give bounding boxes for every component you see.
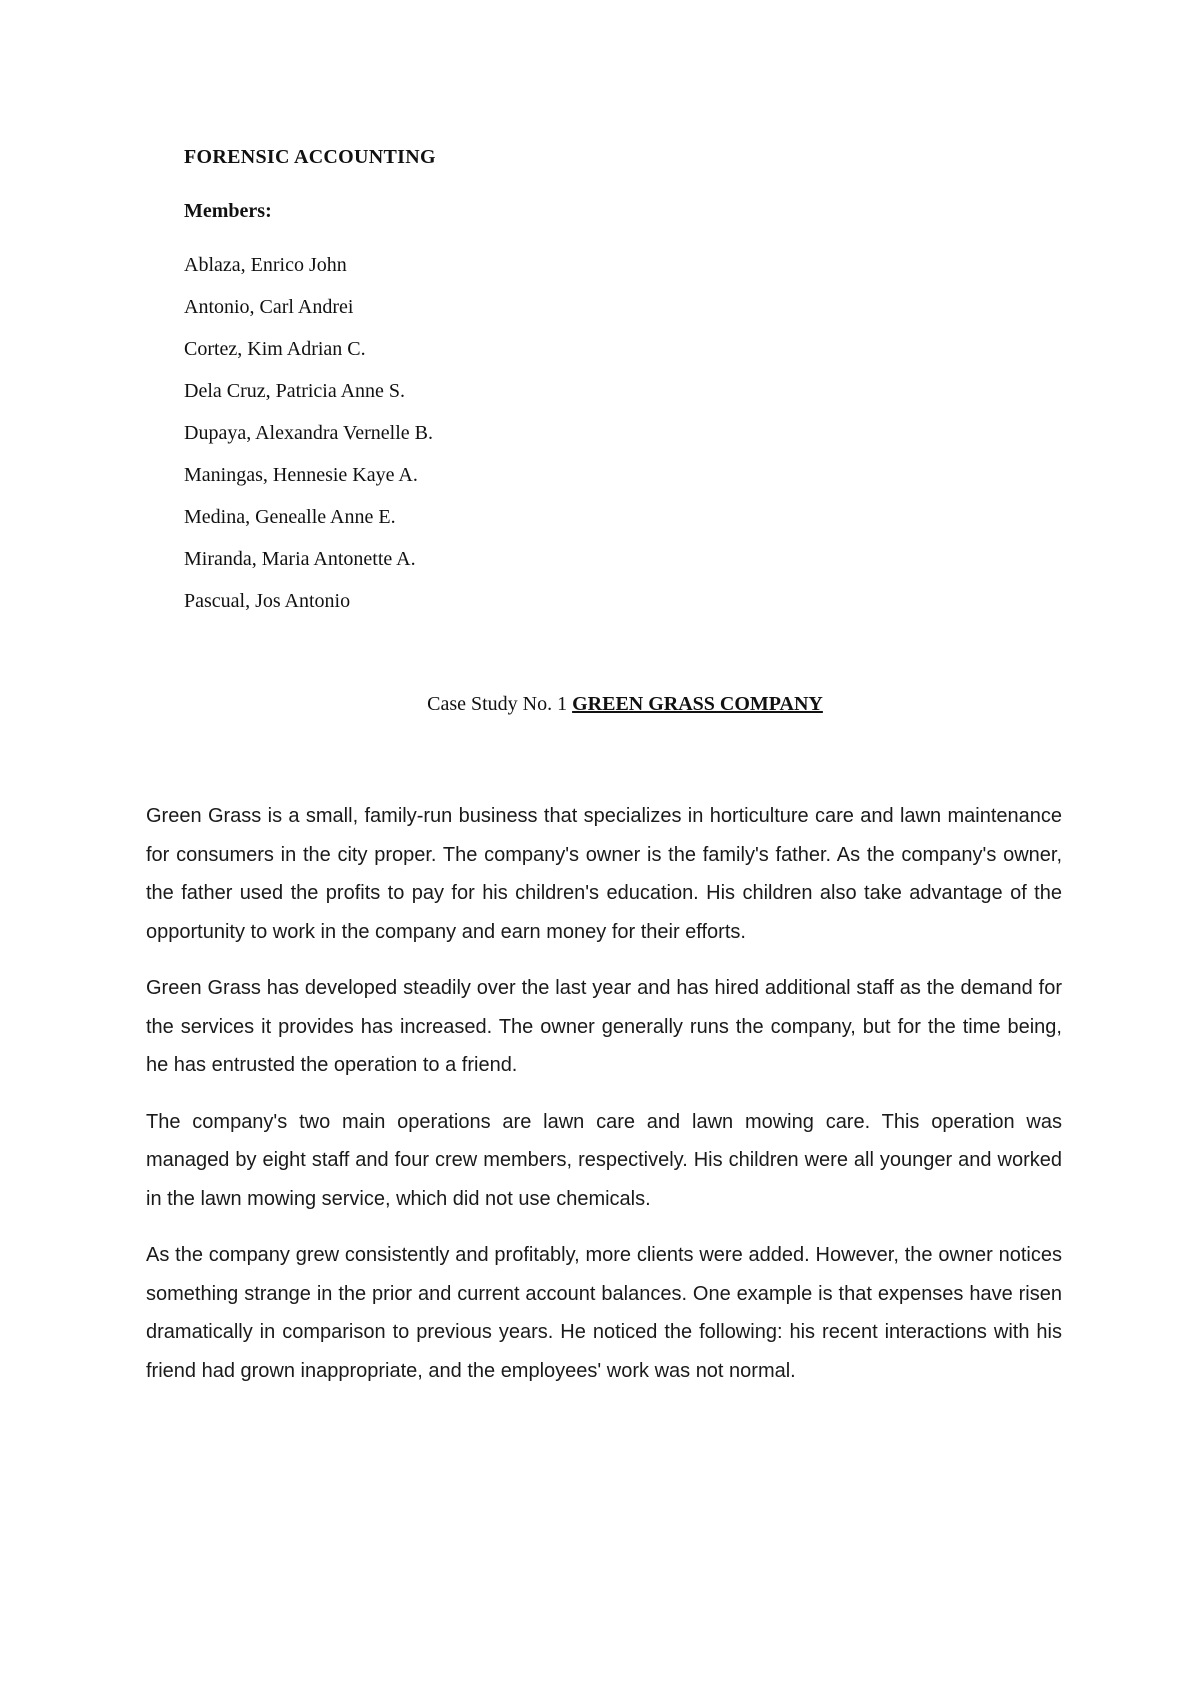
member-item: Dupaya, Alexandra Vernelle B. bbox=[184, 422, 433, 444]
member-item: Miranda, Maria Antonette A. bbox=[184, 548, 416, 570]
member-item: Pascual, Jos Antonio bbox=[184, 590, 351, 612]
member-item: Dela Cruz, Patricia Anne S. bbox=[184, 380, 406, 402]
case-study-prefix: Case Study No. 1 bbox=[427, 693, 568, 715]
members-list bbox=[184, 251, 884, 629]
document-title: FORENSIC ACCOUNTING bbox=[184, 146, 436, 168]
case-study-heading bbox=[0, 690, 1200, 718]
member-item: Ablaza, Enrico John bbox=[184, 254, 347, 276]
member-item: Antonio, Carl Andrei bbox=[184, 296, 354, 318]
member-item: Medina, Genealle Anne E. bbox=[184, 506, 396, 528]
members-label: Members: bbox=[184, 200, 272, 222]
member-item: Maningas, Hennesie Kaye A. bbox=[184, 464, 418, 486]
paragraph: The company's two main operations are lawn care and lawn mowing care. This operation was managed by eight staff and four crew members, respectively. His children were all younger and worked in the lawn mowing service, which did not use chemicals. bbox=[146, 1110, 1062, 1210]
member-item: Cortez, Kim Adrian C. bbox=[184, 338, 366, 360]
header-block bbox=[184, 143, 884, 629]
paragraph: As the company grew consistently and profitably, more clients were added. However, the owner notices something strange in the prior and current account balances. One example is that expenses have risen dramatically in comparison to previous years. He noticed the following: his recent interactions with his friend had grown inappropriate, and the employees' work was not normal. bbox=[146, 1244, 1062, 1382]
paragraph: Green Grass is a small, family-run business that specializes in horticulture care and lawn maintenance for consumers in the city proper. The company's owner is the family's father. As the company's owner, the father used the profits to pay for his children's education. His children also take advantage of the opportunity to work in the company and earn money for their efforts. bbox=[146, 805, 1062, 943]
case-study-name: GREEN GRASS COMPANY bbox=[572, 693, 823, 715]
body-text bbox=[146, 797, 1062, 1408]
paragraph: Green Grass has developed steadily over the last year and has hired additional staff as the demand for the services it provides has increased. The owner generally runs the company, but for the time being, he has entrusted the operation to a friend. bbox=[146, 977, 1062, 1076]
